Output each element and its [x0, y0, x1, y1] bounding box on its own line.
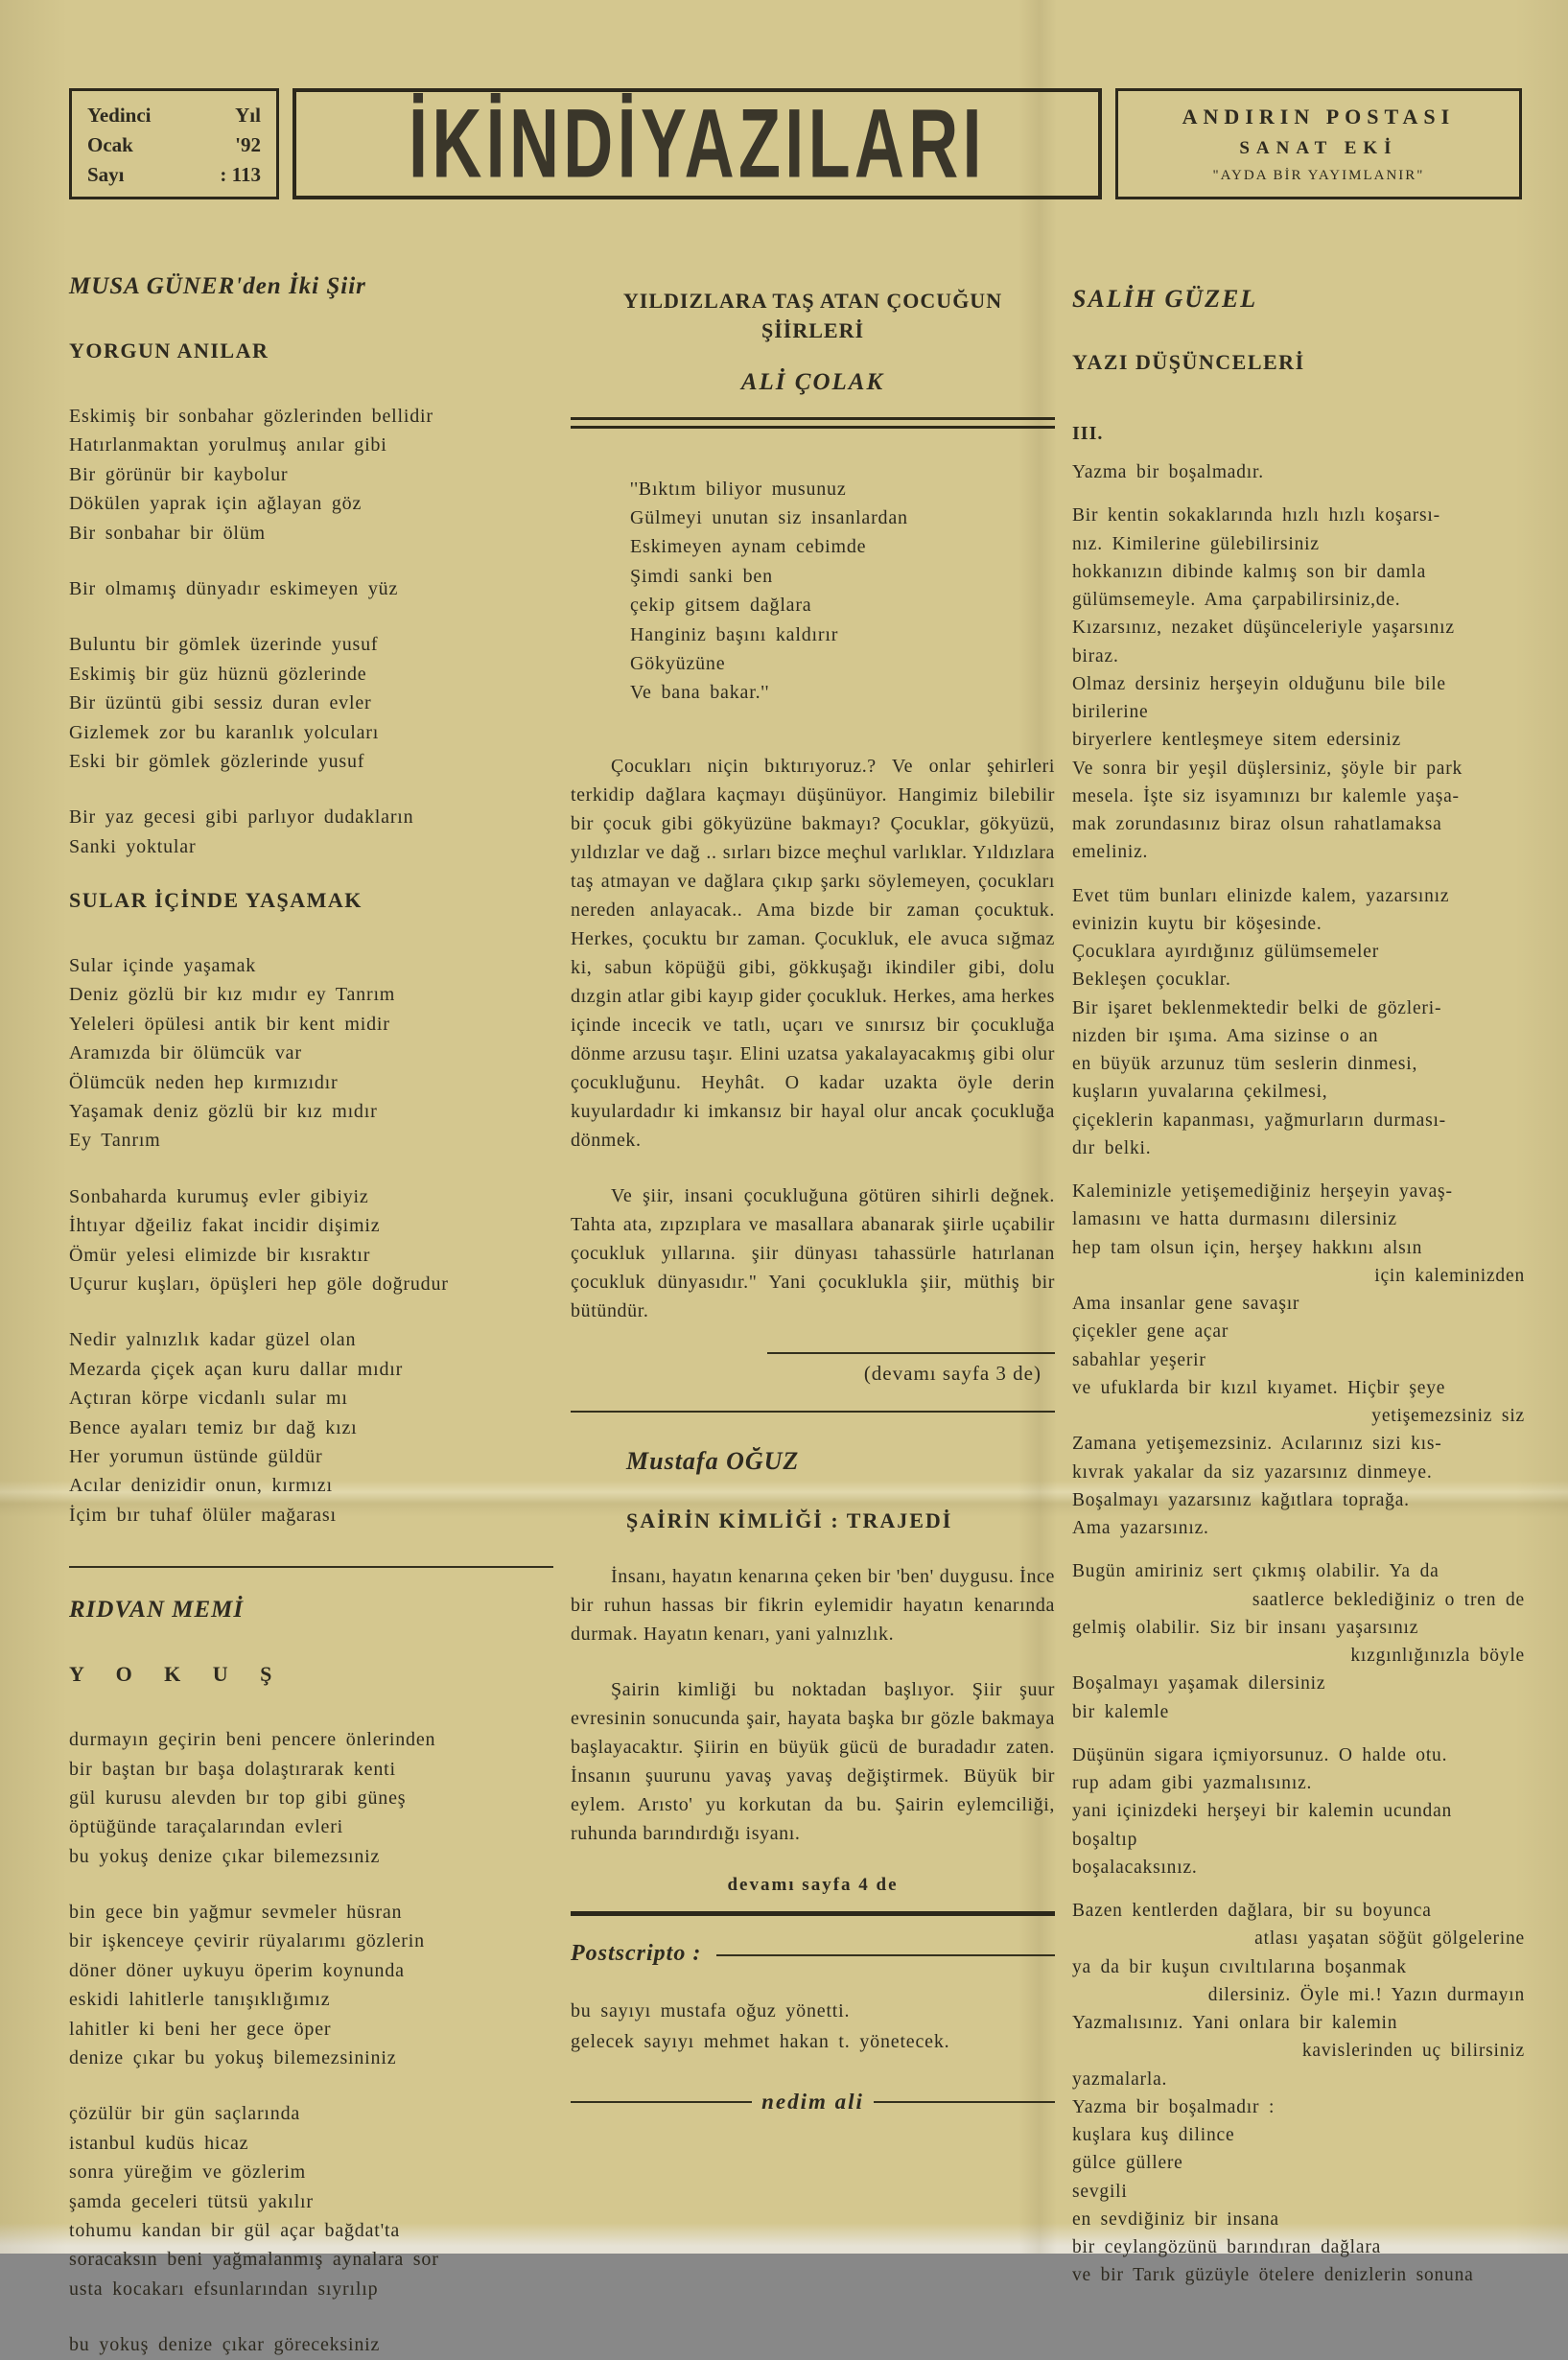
poem-line: Ey Tanrım	[69, 1130, 161, 1152]
poem-line: Eskimeyen aynam cebimde	[630, 536, 867, 558]
essay-line: Bir işaret beklenmektedir belki de gözleri-	[1072, 997, 1442, 1018]
poem-line: Mezarda çiçek açan kuru dallar mıdır	[69, 1358, 404, 1380]
poem-line: Ve bana bakar.''	[630, 682, 770, 704]
issue-year-row	[87, 101, 261, 129]
column-left	[69, 273, 553, 2356]
poem-line: sonra yüreğim ve gözlerim	[69, 2161, 306, 2184]
issue-info-box	[69, 88, 279, 199]
author-heading-ali-colak: ALİ ÇOLAK	[740, 368, 885, 395]
essay-line: gelmiş olabilir. Siz bir insanı yaşarsınız	[1072, 1617, 1419, 1638]
issue-month-row	[87, 130, 261, 159]
article-heading-line2: ŞİİRLERİ	[761, 317, 865, 342]
poem-stanza	[69, 2099, 553, 2303]
issue-number-row	[87, 160, 261, 189]
article-heading-line1: YILDIZLARA TAŞ ATAN ÇOCUĞUN	[622, 289, 1003, 313]
essay-block	[1072, 1178, 1531, 1542]
poem-line: Gizlemek zor bu karanlık yolcuları	[69, 721, 380, 743]
essay-title-yazi-dusunceleri: YAZI DÜŞÜNCELERİ	[1072, 350, 1305, 374]
essay-block	[1072, 458, 1531, 486]
essay-line: sabahlar yeşerir	[1072, 1349, 1206, 1370]
essay-line: Düşünün sigara içmiyorsunuz. O halde otu.	[1072, 1744, 1448, 1765]
poem-line: soracaksın beni yağmalanmış aynalara sor	[69, 2249, 439, 2271]
essay-line: Boşalmayı yaşamak dilersiniz	[1072, 1673, 1326, 1694]
poem-line: Ölümcük neden hep kırmızıdır	[69, 1071, 339, 1093]
essay-line: hep tam olsun için, herşey hakkını alsın	[1072, 1237, 1423, 1258]
essay-line: emeliniz.	[1072, 842, 1149, 863]
essay-line: boşalacaksınız.	[1072, 1857, 1198, 1878]
essay-line: atlası yaşatan söğüt gölgelerine	[1254, 1928, 1525, 1950]
poem-stanza	[69, 1898, 553, 2072]
poem-line: Bir üzüntü gibi sessiz duran evler	[69, 692, 372, 714]
poem-line: Deniz gözlü bir kız mıdır ey Tanrım	[69, 984, 396, 1006]
essay-line: birilerine	[1072, 702, 1149, 722]
essay-line: nız. Kimilerine gülebilirsiniz	[1072, 533, 1320, 554]
article-paragraph: Ve şiir, insani çocukluğuna götüren sihirli değnek. Tahta ata, zıpzıplara ve masallara abanarak şiirle uçabilir çocukluk yıllarına. şiir dünyası tahassürle hatırlanan çocukluk dünyasıdır." Yani çocuklukla şiir, müthiş bir bütündür.	[571, 1184, 1055, 1321]
poem-line: bin gece bin yağmur sevmeler hüsran	[69, 1902, 403, 1924]
poem-line: bu yokuş denize çıkar bilemezsıniz	[69, 1845, 381, 1867]
signature-rule-right	[874, 2101, 1055, 2103]
poem-line: Eskimiş bir sonbahar gözlerinden bellidir	[69, 406, 433, 427]
poem-line: Her yorumun üstünde güldür	[69, 1445, 323, 1467]
poem-line: istanbul kudüs hicaz	[69, 2132, 249, 2154]
poem-stanza	[69, 574, 553, 603]
poem-line: eskidi lahitlerle tanışıklığımız	[69, 1989, 331, 2011]
signature-rule-left	[571, 2101, 752, 2103]
article-paragraph: Çocukları niçin bıktırıyoruz.? Ve onlar şehirleri terkidip dağlara kaçmayı düşünüyor. Hangimiz bilebilir bir çocuk gibi gökyüzüne bakmayı? Çocuklar, gökyüzü, yıldızlar ve dağ .. sırları bizce meçhul varlıklar. Yıldızlara taş atmayan ve dağlara çıkıp şarkı söylemeyen, çocukları nereden anlayacak.. Ama bizde bir zaman çocuktuk. Herkes, çocuktu bır zaman. Çocukluk, ele avuca sığmaz ki, sabun köpüğü gibi, gökkuşağı ikindiler gibi, dolu dızgin atlar gibi kayıp gider çocukluk. Herkes, ama herkes içinde incecik ve tatlı, uçarı ve sınırsız bir çocukluğa dönme arzusu taşır. Elini uzatsa yakalayacakmış gibi olur çocukluğunu. Heyhât. O kadar uzakta öyle derin kuyulardadır ki imkansız bir hayal olur ancak çocukluğa dönmek.	[571, 755, 1055, 1151]
essay-line: kızgınlığınızla böyle	[1350, 1646, 1525, 1666]
poem-line: lahitler ki beni her gece öper	[69, 2018, 332, 2040]
poem-line: Yeleleri öpülesi antik bir kent midir	[69, 1013, 390, 1035]
essay-line: Bazen kentlerden dağlara, bir su boyunca	[1072, 1901, 1432, 1921]
newspaper-title: İKİNDİYAZILARI	[409, 88, 986, 199]
poem-stanza	[69, 2330, 553, 2359]
poem-line: Yaşamak deniz gözlü bir kız mıdır	[69, 1101, 378, 1123]
poem-line: İhtıyar dğeiliz fakat incidir dişimiz	[69, 1215, 381, 1237]
essay-line: Bugün amiriniz sert çıkmış olabilir. Ya da	[1072, 1561, 1439, 1582]
essay-line: en sevdiğiniz bir insana	[1072, 2208, 1279, 2230]
essay-line: biraz.	[1072, 645, 1119, 666]
poem-line: çözülür bir gün saçlarında	[69, 2103, 301, 2125]
postscripto-header	[571, 1941, 1055, 1967]
poem-line: gül kurusu alevden bır top gibi güneş	[69, 1787, 407, 1809]
issue-month-label: Ocak	[87, 132, 133, 156]
essay-line: boşaltıp	[1072, 1829, 1138, 1850]
section-divider	[69, 1566, 553, 1568]
essay-line: yetişemezsiniz siz	[1371, 1406, 1525, 1426]
essay-line: yazmalarla.	[1072, 2068, 1168, 2090]
masthead-title-box	[293, 88, 1102, 199]
poem-title-sular-icinde-yasamak: SULAR İÇİNDE YAŞAMAK	[69, 888, 363, 913]
poem-stanza	[69, 951, 553, 1156]
essay-line: biryerlere kentleşmeye sitem edersiniz	[1072, 730, 1401, 751]
poem-stanza	[69, 1325, 553, 1530]
poem-line: Gökyüzüne	[630, 652, 726, 674]
poem-line: Dökülen yaprak için ağlayan göz	[69, 493, 363, 515]
poem-stanza	[69, 630, 553, 776]
essay-line: sevgili	[1072, 2181, 1128, 2202]
essay-line: yani içinizdeki herşeyi bir kalemin ucundan	[1072, 1801, 1453, 1822]
poem-line: Ömür yelesi elimizde bir kısraktır	[69, 1244, 371, 1266]
essay-title-sairin-kimligi: ŞAİRİN KİMLİĞİ : TRAJEDİ	[626, 1507, 953, 1532]
essay-line: Olmaz dersiniz herşeyin olduğunu bile bile	[1072, 673, 1446, 694]
poem-line: Bir sonbahar bir ölüm	[69, 522, 266, 544]
poem-line: şamda geceleri tütsü yakılır	[69, 2190, 314, 2212]
poem-stanza	[69, 1725, 553, 1871]
poem-line: bu yokuş denize çıkar göreceksiniz	[69, 2334, 381, 2356]
column-middle	[571, 273, 1055, 2234]
essay-line: mesela. İşte siz isyamınızı bır kalemle yaşa-	[1072, 785, 1460, 806]
essay-line: rup adam gibi yazmalısınız.	[1072, 1773, 1313, 1793]
poem-line: tohumu kandan bir gül açar bağdat'ta	[69, 2219, 401, 2241]
essay-block	[1072, 882, 1531, 1163]
essay-block	[1072, 502, 1531, 866]
editor-signature: nedim ali	[761, 2089, 864, 2114]
essay-line: Yazma bir boşalmadır :	[1072, 2096, 1275, 2117]
essay-block	[1072, 1897, 1531, 2290]
author-heading-salih-guzel: SALİH GÜZEL	[1072, 285, 1258, 313]
issue-number-label: Sayı	[87, 162, 125, 186]
poem-line: Açtıran körpe vicdanlı sular mı	[69, 1388, 348, 1410]
essay-line: saatlerce beklediğiniz o tren de	[1252, 1589, 1525, 1610]
poem-line: Hanginiz başını kaldırır	[630, 623, 839, 645]
masthead	[69, 88, 1522, 199]
essay-line: Zamana yetişemezsiniz. Acılarınız sizi kıs-	[1072, 1434, 1442, 1455]
poem-line: Bir olmamış dünyadır eskimeyen yüz	[69, 577, 399, 599]
postscripto-label: Postscripto :	[571, 1940, 702, 1966]
essay-paragraph: İnsanı, hayatın kenarına çeken bir 'ben' duygusu. İnce bir ruhun hassas bir fikrin eylemidir hayatın kenarında durmak. Hayatın kenarı, yani yalnızlık.	[571, 1565, 1055, 1645]
essay-line: kuşlara kuş dilince	[1072, 2125, 1235, 2145]
poem-stanza	[69, 402, 553, 548]
essay-line: Bir kentin sokaklarında hızlı hızlı koşarsı-	[1072, 505, 1440, 526]
essay-line: bir kalemle	[1072, 1701, 1170, 1722]
essay-line: çiçeklerin kapanması, yağmurların durması-	[1072, 1110, 1446, 1131]
essay-line: lamasını ve hatta durmasını dilersiniz	[1072, 1209, 1397, 1230]
poem-title-yorgun-anilar: YORGUN ANILAR	[69, 339, 269, 362]
continued-on-page-3: (devamı sayfa 3 de)	[863, 1361, 1041, 1385]
poem-line: Hatırlanmaktan yorulmuş anılar gibi	[69, 434, 387, 456]
publication-frequency: "AYDA BİR YAYIMLANIR"	[1212, 167, 1425, 183]
essay-block	[1072, 1557, 1531, 1726]
poem-line: Sanki yoktular	[69, 835, 197, 857]
essay-line: mak zorundasınız biraz olsun rahatlamaksa	[1072, 814, 1442, 834]
poem-line: öptüğünde taraçalarından evleri	[69, 1816, 344, 1838]
poem-line: Buluntu bir gömlek üzerinde yusuf	[69, 634, 379, 656]
issue-year-value: Yıl	[235, 104, 261, 127]
poem-line: çekip gitsem dağlara	[630, 595, 812, 617]
essay-line: Boşalmayı yazarsınız kağıtlara toprağa.	[1072, 1489, 1410, 1510]
essay-line: Evet tüm bunları elinizde kalem, yazarsınız	[1072, 885, 1450, 906]
essay-block	[1072, 1741, 1531, 1881]
poem-line: Bir yaz gecesi gibi parlıyor dudakların	[69, 806, 414, 829]
postscripto-rule	[716, 1954, 1055, 1956]
issue-year-label: Yedinci	[87, 104, 152, 127]
author-heading-musa-guner: MUSA GÜNER'den İki Şiir	[69, 273, 366, 299]
essay-line: Ama insanlar gene savaşır	[1072, 1294, 1300, 1314]
continued-on-page-4: devamı sayfa 4 de	[727, 1874, 899, 1895]
essay-line: Bekleşen çocuklar.	[1072, 970, 1231, 991]
essay-line: dır belki.	[1072, 1137, 1152, 1158]
essay-line: ve bir Tarık güzüyle ötelere denizlerin sonuna	[1072, 2265, 1474, 2286]
poem-line: Aramızda bir ölümcük var	[69, 1042, 302, 1064]
poem-line: Şimdi sanki ben	[630, 565, 773, 587]
short-rule	[767, 1352, 1055, 1354]
essay-line: kıvrak yakalar da siz yazarsınız dinmeye.	[1072, 1461, 1433, 1483]
essay-line: Ve sonra bir yeşil düşlersiniz, şöyle bir park	[1072, 758, 1463, 779]
poem-title-yokus: Y O K U Ş	[69, 1662, 286, 1687]
essay-line: ve ufuklarda bir kızıl kıyamet. Hiçbir şeye	[1072, 1377, 1446, 1398]
essay-line: Ama yazarsınız.	[1072, 1518, 1209, 1538]
page-columns	[69, 273, 1531, 2356]
poem-stanza	[69, 803, 553, 861]
essay-line: kuşların yuvalarına çekilmesi,	[1072, 1082, 1328, 1103]
poem-line: Eski bir gömlek gözlerinde yusuf	[69, 750, 365, 772]
poem-line: denize çıkar bu yokuş bilemezsininiz	[69, 2047, 397, 2069]
section-divider	[571, 1411, 1055, 1413]
issue-month-value: '92	[235, 132, 261, 156]
poem-line: Uçurur kuşları, öpüşleri hep göle doğrudur	[69, 1273, 449, 1295]
postscripto-line: gelecek sayıyı mehmet hakan t. yönetecek.	[571, 2030, 950, 2052]
essay-line: çiçekler gene açar	[1072, 1321, 1229, 1343]
essay-line: en büyük arzunuz tüm seslerin dinmesi,	[1072, 1054, 1418, 1074]
poem-line: döner döner uykuyu öperim koynunda	[69, 1959, 405, 1981]
essay-line: kavislerinden uç bilirsiniz	[1301, 2041, 1525, 2062]
essay-line: gülce güllere	[1072, 2153, 1183, 2174]
publisher-name: ANDIRIN POSTASI	[1182, 104, 1456, 129]
continuation-note	[571, 1352, 1055, 1386]
essay-line: nizden bir ışıma. Ama sizinse o an	[1072, 1025, 1379, 1046]
author-heading-ridvan-memi: RIDVAN MEMİ	[69, 1597, 245, 1624]
essay-line: Yazmalısınız. Yani onlara bir kalemin	[1072, 2013, 1398, 2033]
poem-line: Acılar denizidir onun, kırmızı	[69, 1475, 333, 1497]
author-heading-mustafa-oguz: Mustafa OĞUZ	[626, 1446, 800, 1475]
poem-line: Gülmeyi unutan siz insanlardan	[630, 506, 908, 528]
quoted-poem	[630, 475, 1055, 708]
poem-line: Sonbaharda kurumuş evler gibiyiz	[69, 1185, 369, 1207]
issue-number-value: : 113	[220, 162, 261, 186]
essay-line: bir ceylangözünü barındıran dağlara	[1072, 2237, 1382, 2257]
poem-stanza	[69, 1182, 553, 1299]
essay-line: için kaleminizden	[1374, 1265, 1525, 1286]
poem-line: Nedir yalnızlık kadar güzel olan	[69, 1329, 357, 1351]
double-rule	[571, 417, 1055, 429]
poem-line: usta kocakarı efsunlarından sıyrılıp	[69, 2278, 379, 2300]
essay-paragraph: Şairin kimliği bu noktadan başlıyor. Şiir şuur evresinin sonucunda şair, hayata başka bır gözle bakmaya başlayacaktır. Şiirin en büyük gücü de buradadır zaten. İnsanın şuurunu yavaş yavaş değiştirmek. Büyük bir eylem. Arısto' yu korkutan da bu. Şairin eylemciliği, ruhunda barındırdığı isyanı.	[571, 1678, 1055, 1844]
poem-line: bir işkenceye çevirir rüyalarımı gözlerin	[69, 1930, 425, 1952]
essay-line: evinizin kuytu bir köşesinde.	[1072, 913, 1322, 934]
poem-line: bir baştan bır başa dolaştırarak kenti	[69, 1758, 396, 1780]
poem-line: Bence ayaları temiz bır dağ kızı	[69, 1416, 358, 1438]
essay-line: gülümsemeyle. Ama çarpabilirsiniz,de.	[1072, 590, 1401, 610]
poem-line: Eskimiş bir güz hüznü gözlerinde	[69, 663, 367, 685]
poem-line: İçim bır tuhaf ölüler mağarası	[69, 1504, 337, 1526]
poem-line: ''Bıktım biliyor musunuz	[630, 478, 847, 500]
section-number: III.	[1072, 423, 1104, 444]
essay-line: Çocuklara ayırdığınız gülümsemeler	[1072, 942, 1380, 962]
poem-line: durmayın geçirin beni pencere önlerinden	[69, 1729, 436, 1751]
essay-line: ya da bir kuşun cıvıltılarına boşanmak	[1072, 1956, 1407, 1977]
thick-rule	[571, 1911, 1055, 1916]
essay-line: Kızarsınız, nezaket düşünceleriyle yaşarsınız	[1072, 618, 1455, 639]
supplement-name: SANAT EKİ	[1239, 137, 1398, 158]
column-right	[1072, 273, 1531, 2286]
editor-signature-row	[571, 2090, 1055, 2115]
poem-line: Bir görünür bir kaybolur	[69, 463, 289, 485]
essay-line: Yazma bir boşalmadır.	[1072, 462, 1264, 482]
essay-line: Kaleminizle yetişemediğiniz herşeyin yavaş-	[1072, 1181, 1453, 1202]
publisher-box	[1115, 88, 1522, 199]
postscripto-line: bu sayıyı mustafa oğuz yönetti.	[571, 1999, 851, 2021]
poem-line: Sular içinde yaşamak	[69, 955, 257, 977]
essay-line: hokkanızın dibinde kalmış son bir damla	[1072, 561, 1427, 582]
essay-line: dilersiniz. Öyle mi.! Yazın durmayın	[1207, 1984, 1525, 2005]
